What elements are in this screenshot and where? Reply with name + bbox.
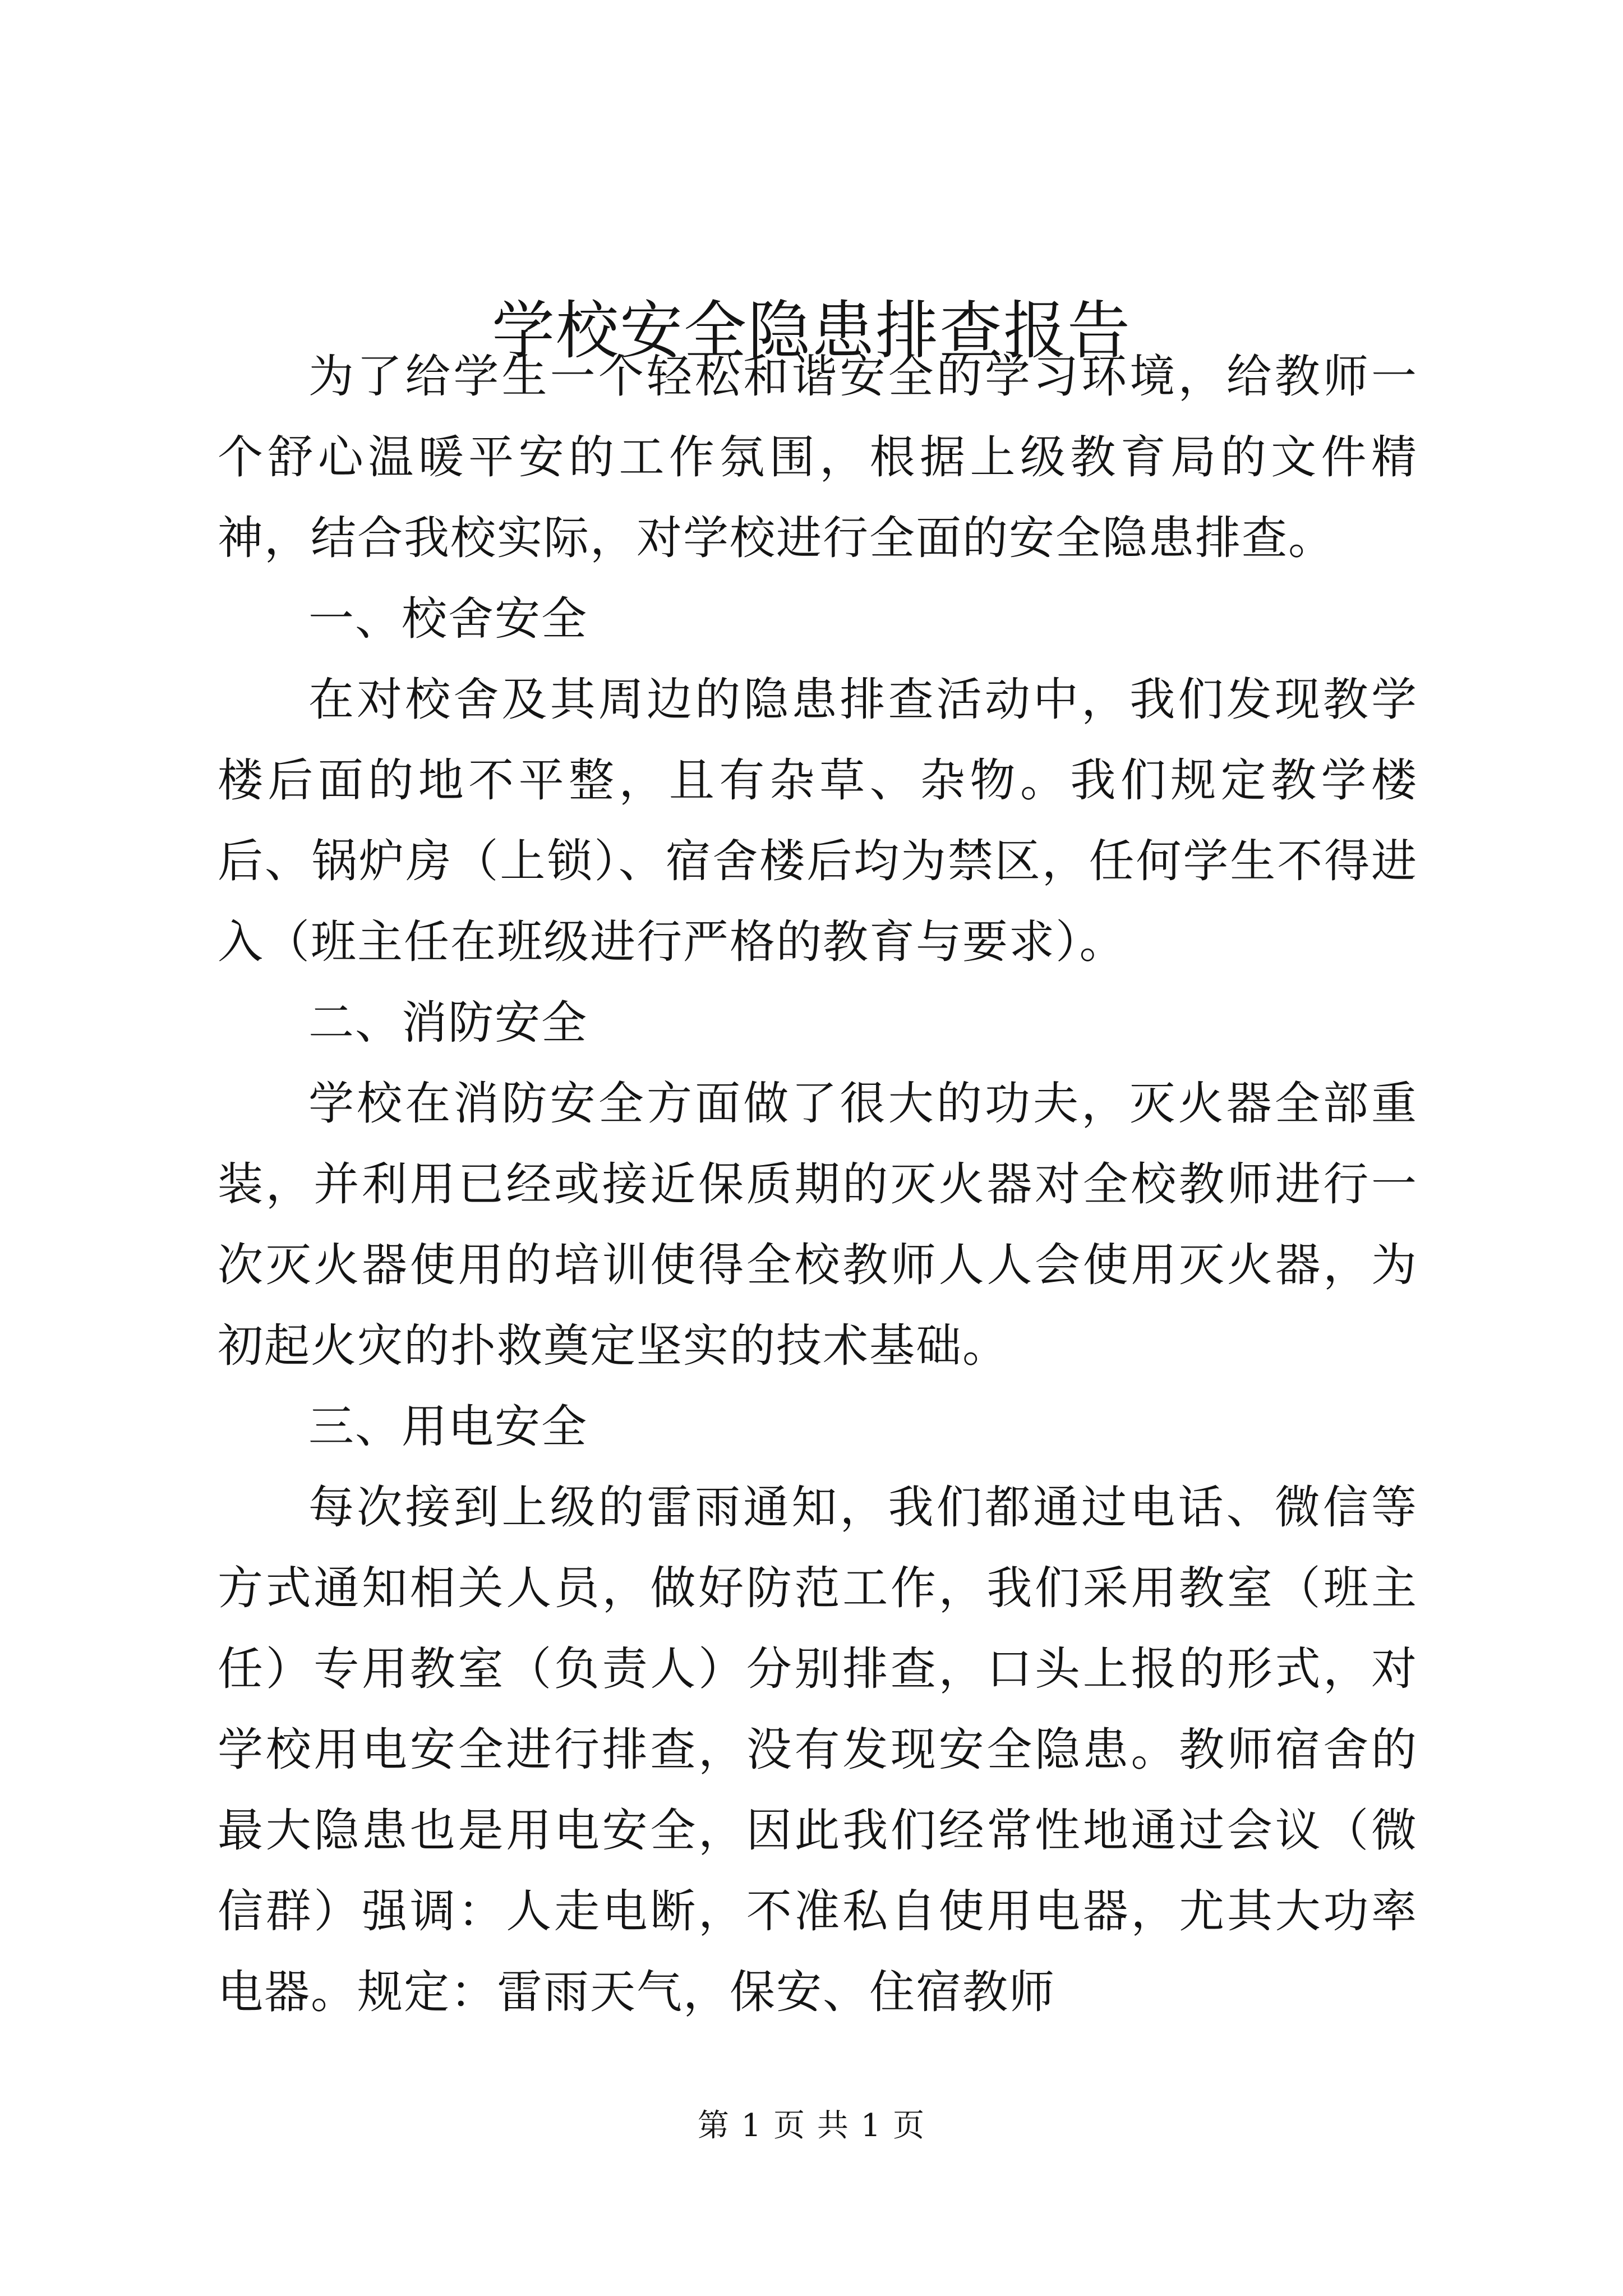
page-number-footer: 第 1 页 共 1 页 <box>697 2108 926 2144</box>
section-heading-fire-safety: 二、消防安全 <box>308 997 588 1050</box>
section-body-building-safety: 在对校舍及其周边的隐患排查活动中，我们发现教学楼后面的地不平整，且有杂草、杂物。我们规定教学楼后、锅炉房（上锁）、宿舍楼后均为禁区，任何学生不得进入（班主任在班级进行严格的教育与要求）。 <box>218 674 1418 969</box>
document-body <box>218 337 1418 2033</box>
section-heading-electrical-safety: 三、用电安全 <box>308 1401 588 1453</box>
section-heading-building-safety: 一、校舍安全 <box>308 593 588 646</box>
section-body-electrical-safety: 每次接到上级的雷雨通知，我们都通过电话、微信等方式通知相关人员，做好防范工作，我们采用教室（班主任）专用教室（负责人）分别排查，口头上报的形式，对学校用电安全进行排查，没有发现安全隐患。教师宿舍的最大隐患也是用电安全，因此我们经常性地通过会议（微信群）强调：人走电断，不准私自使用电器，尤其大功率电器。规定：雷雨天气，保安、住宿教师 <box>218 1481 1418 2019</box>
section-body-fire-safety: 学校在消防安全方面做了很大的功夫，灭火器全部重装，并利用已经或接近保质期的灭火器对全校教师进行一次灭火器使用的培训使得全校教师人人会使用灭火器，为初起火灾的扑救奠定坚实的技术基础。 <box>218 1078 1418 1373</box>
document-title: 学校安全隐患排查报告 <box>492 295 1131 367</box>
intro-paragraph: 为了给学生一个轻松和谐安全的学习环境，给教师一个舒心温暖平安的工作氛围，根据上级教育局的文件精神，结合我校实际，对学校进行全面的安全隐患排查。 <box>218 351 1418 565</box>
